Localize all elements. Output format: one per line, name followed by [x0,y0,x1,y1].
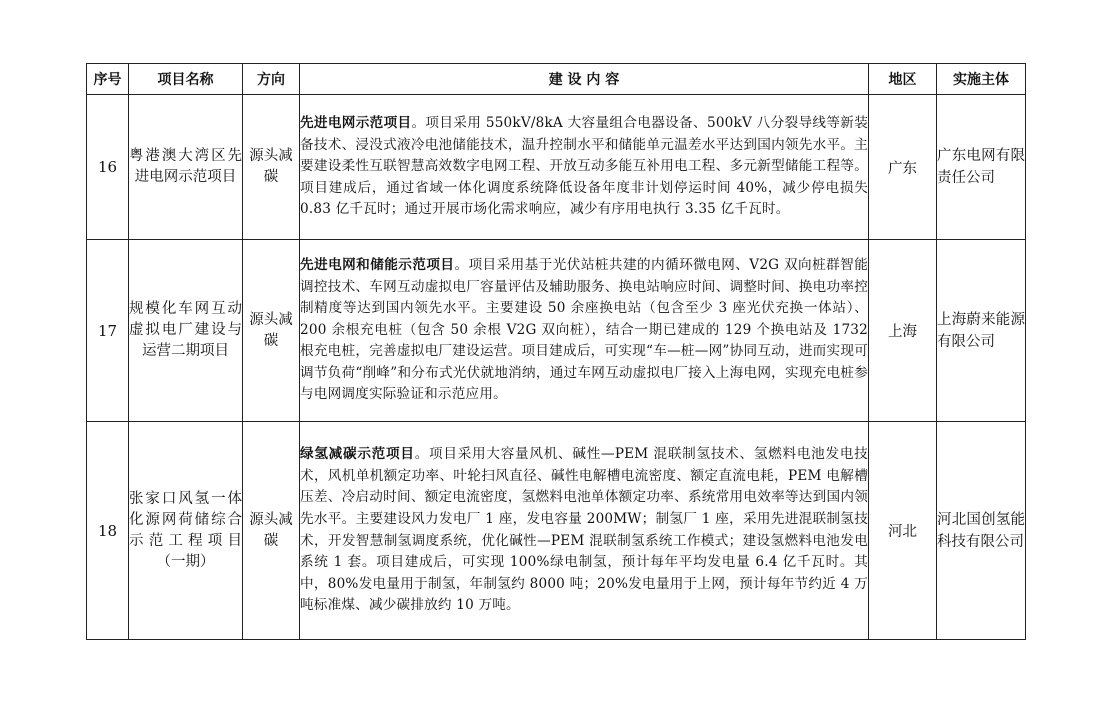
row-seq: 16 [87,95,129,240]
table-row [87,240,1026,422]
header-project-name: 项目名称 [129,64,243,95]
row-region: 广东 [869,95,937,240]
row-content [300,422,869,640]
header-entity: 实施主体 [937,64,1026,95]
content-body: 。项目采用大容量风机、碱性—PEM 混联制氢技术、氢燃料电池发电技术，风机单机额定功率、叶轮扫风直径、碱性电解槽电流密度、额定直流电耗，PEM 电解槽压差、冷启动时间、额定电流密度，氢燃料电池单体额定功率、系统常用电效率等达到国内领先水平。主要建设风力发电厂 1 座，发电容量 200MW；制氢厂 1 座，采用先进混联制氢技术，开发智慧制氢调度系统，优化碱性—PEM 混联制氢系统工作模式；建设氢燃料电池发电系统 1 套。项目建成后，可实现 100%绿电制氢，预计每年平均发电量 6.4 亿千瓦时。其中，80%发电量用于制氢，年制氢约 8000 吨；20%发电量用于上网，预计每年节约近 4 万吨标准煤、减少碳排放约 10 万吨。 [300,446,868,614]
row-project-name: 粤港澳大湾区先进电网示范项目 [129,95,243,240]
header-direction: 方向 [243,64,300,95]
content-body: 。项目采用基于光伏站桩共建的内循环微电网、V2G 双向桩群智能调控技术、车网互动虚拟电厂容量评估及辅助服务、换电站响应时间、调整时间、换电功率控制精度等达到国内领先水平。主要建设 50 余座换电站（包含至少 3 座光伏充换一体站）、200 余根充电桩（包含 50 余根 V2G 双向桩），结合一期已建成的 129 个换电站及 1732 根充电桩，完善虚拟电厂建设运营。项目建成后，可实现“车—桩—网”协同互动，进而实现可调节负荷“削峰”和分布式光伏就地消纳，通过车网互动虚拟电厂接入上海电网，实现充电桩参与电网调度实际验证和示范应用。 [300,256,869,403]
row-direction: 源头减碳 [243,422,300,640]
row-project-name: 规模化车网互动虚拟电厂建设与运营二期项目 [129,240,243,422]
table-row [87,95,1026,240]
table-row [87,422,1026,640]
row-entity: 广东电网有限责任公司 [937,95,1026,240]
row-region: 河北 [869,422,937,640]
row-direction: 源头减碳 [243,240,300,422]
row-region: 上海 [869,240,937,422]
row-entity: 河北国创氢能科技有限公司 [937,422,1026,640]
header-content: 建 设 内 容 [300,64,869,95]
row-direction: 源头减碳 [243,95,300,240]
header-seq: 序号 [87,64,129,95]
row-seq: 18 [87,422,129,640]
content-lead: 绿氢减碳示范项目 [300,446,415,463]
row-seq: 17 [87,240,129,422]
header-region: 地区 [869,64,937,95]
row-entity: 上海蔚来能源有限公司 [937,240,1026,422]
project-table [86,63,1026,640]
table-header-row [87,64,1026,95]
content-body: 。项目采用 550kV/8kA 大容量组合电器设备、500kV 八分裂导线等新装备技术、浸没式液冷电池储能技术，温升控制水平和储能单元温差水平达到国内领先水平。主要建设柔性互联智慧高效数字电网工程、开放互动多能互补用电工程、多元新型储能工程等。项目建成后，通过省域一体化调度系统降低设备年度非计划停运时间 40%，减少停电损失 0.83 亿千瓦时；通过开展市场化需求响应，减少有序用电执行 3.35 亿千瓦时。 [300,115,868,218]
content-lead: 先进电网示范项目 [300,115,412,132]
row-content [300,95,869,240]
content-lead: 先进电网和储能示范项目 [300,256,455,273]
row-content [300,240,869,422]
row-project-name: 张家口风氢一体化源网荷储综合示范工程项目（一期） [129,422,243,640]
